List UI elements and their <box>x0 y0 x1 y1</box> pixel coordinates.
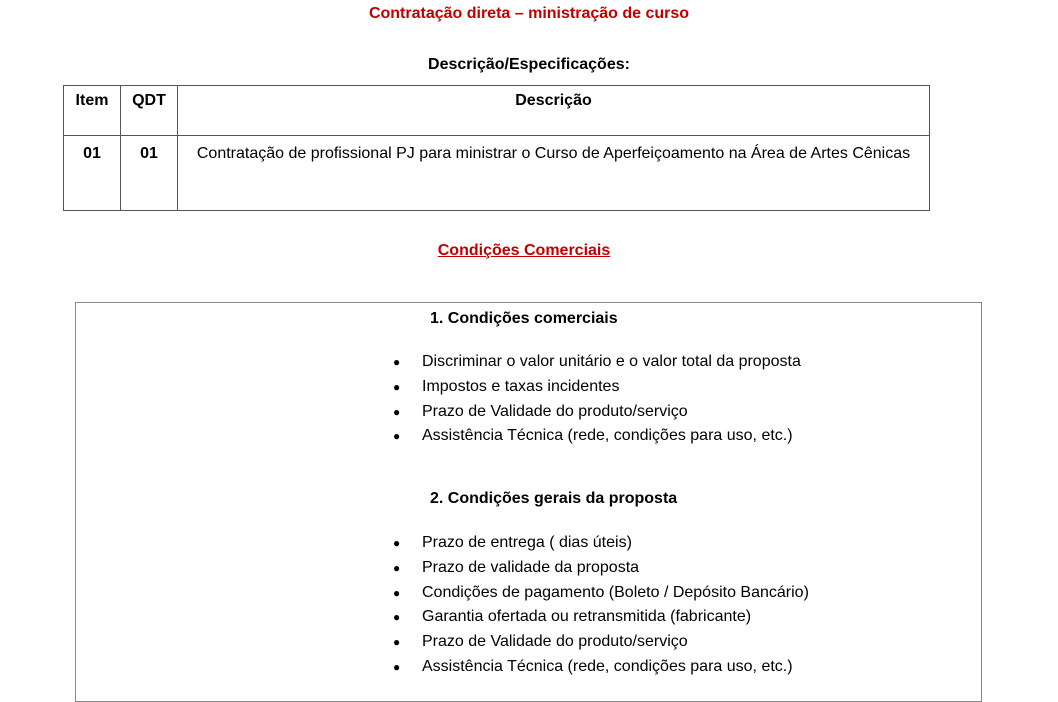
list-item-text: Garantia ofertada ou retransmitida (fabricante) <box>422 608 752 626</box>
list-item-text: Assistência Técnica (rede, condições para uso, etc.) <box>422 427 793 445</box>
bullet-icon: ● <box>393 404 401 419</box>
bullet-icon: ● <box>393 659 401 674</box>
bullet-icon: ● <box>393 355 401 369</box>
list-item-text: Prazo de validade da proposta <box>422 558 640 576</box>
bullet-icon: ● <box>393 635 401 650</box>
commercial-conditions-list <box>391 350 801 449</box>
list-item-text: Discriminar o valor unitário e o valor total da proposta <box>422 353 801 370</box>
list-item <box>391 556 809 581</box>
bullet-icon: ● <box>393 560 401 575</box>
list-item-text: Assistência Técnica (rede, condições para uso, etc.) <box>422 657 793 675</box>
table-header-row <box>64 86 930 136</box>
list-item <box>391 531 809 556</box>
cell-descricao: Contratação de profissional PJ para ministrar o Curso de Aperfeiçoamento na Área de Artes Cênicas <box>178 136 930 211</box>
specification-table <box>63 85 930 211</box>
document-title: Contratação direta – ministração de curso <box>368 5 690 22</box>
general-conditions-list <box>391 531 809 680</box>
section-title-general: 2. Condições gerais da proposta <box>430 490 678 507</box>
list-item-text: Prazo de Validade do produto/serviço <box>422 633 688 651</box>
list-item <box>391 605 809 630</box>
list-item-text: Prazo de entrega ( dias úteis) <box>422 534 632 551</box>
cell-qdt: 01 <box>121 136 178 211</box>
list-item-text: Prazo de Validade do produto/serviço <box>422 402 688 420</box>
bullet-icon: ● <box>393 379 401 394</box>
list-item <box>391 424 801 449</box>
bullet-icon: ● <box>393 610 401 625</box>
list-item <box>391 581 809 606</box>
header-item: Item <box>64 86 121 136</box>
section-subtitle: Descrição/Especificações: <box>428 56 630 73</box>
list-item-text: Condições de pagamento (Boleto / Depósito Bancário) <box>422 583 809 601</box>
header-qdt: QDT <box>121 86 178 136</box>
table-row <box>64 136 930 211</box>
bullet-icon: ● <box>393 536 401 550</box>
list-item <box>391 375 801 400</box>
list-item <box>391 400 801 425</box>
list-item <box>391 630 809 655</box>
bullet-icon: ● <box>393 429 401 444</box>
list-item-text: Impostos e taxas incidentes <box>422 377 620 395</box>
conditions-heading: Condições Comerciais <box>437 242 611 259</box>
section-title-commercial: 1. Condições comerciais <box>430 310 618 327</box>
list-item <box>391 350 801 375</box>
cell-item: 01 <box>64 136 121 211</box>
list-item <box>391 655 809 680</box>
header-descricao: Descrição <box>178 86 930 136</box>
bullet-icon: ● <box>393 585 401 600</box>
